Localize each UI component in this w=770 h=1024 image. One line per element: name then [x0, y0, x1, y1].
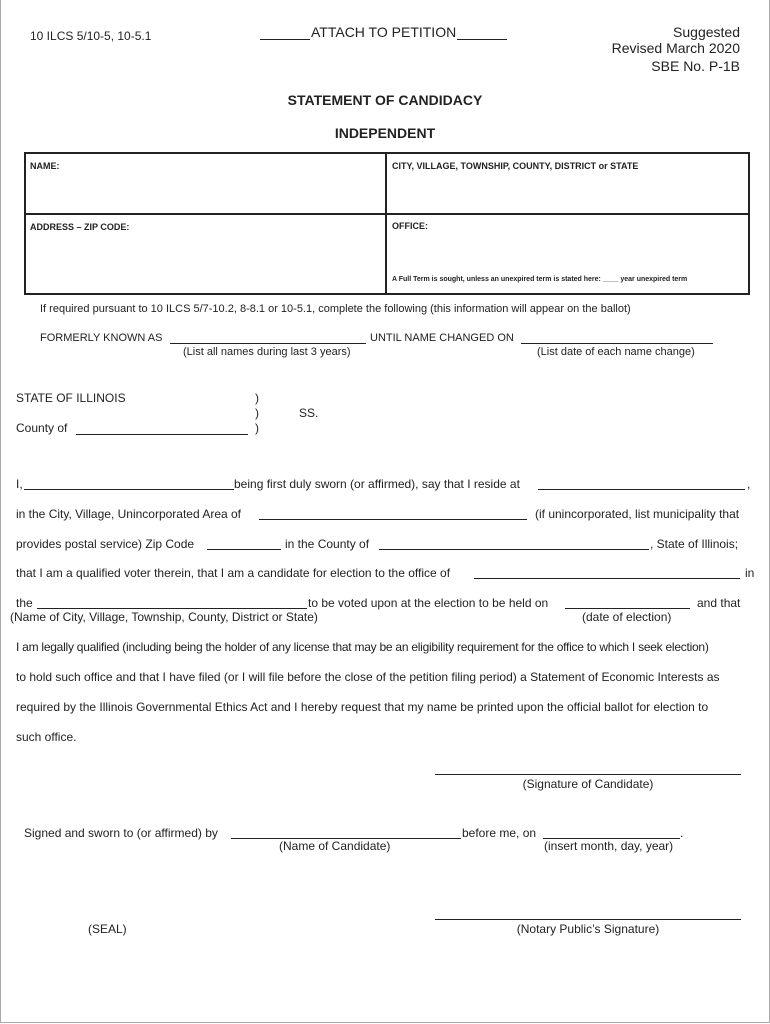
body-line-8: required by the Illinois Governmental Ethics Act and I hereby request that my name be printed upon the official ballot for election to [16, 700, 709, 714]
body-line-6: I am legally qualified (including being the holder of any license that may be an eligibility requirement for the office to which I seek election) [16, 640, 709, 654]
candidate-info-table [24, 152, 750, 295]
ss-label: SS. [299, 406, 319, 420]
full-term-note: A Full Term is sought, unless an unexpired term is stated here: ____ year unexpired term [392, 276, 688, 283]
body-line-7: to hold such office and that I have filed (or I will file before the close of the petition filing period) a Statement of Economic Interests as [16, 670, 720, 684]
body-comma: , [747, 477, 751, 491]
formerly-known-as-line [170, 343, 366, 344]
office-sought-line [474, 578, 740, 579]
attach-line-right [457, 39, 507, 40]
district-line [37, 608, 307, 609]
address-field-label: ADDRESS – ZIP CODE: [30, 222, 130, 232]
sworn-period: . [680, 826, 684, 840]
body-the-text: the [16, 596, 33, 610]
attach-to-petition: ATTACH TO PETITION [311, 24, 457, 40]
name-field-label: NAME: [30, 161, 60, 171]
city-field-label: CITY, VILLAGE, TOWNSHIP, COUNTY, DISTRICT or STATE [392, 161, 639, 171]
body-zip-text: provides postal service) Zip Code [16, 537, 195, 551]
body-line-9: such office. [16, 730, 77, 744]
before-me-text: before me, on [462, 826, 537, 840]
sbe-number: SBE No. P-1B [651, 58, 740, 74]
body-unincorporated-text: (if unincorporated, list municipality that [535, 507, 740, 521]
notary-signature-caption: (Notary Public’s Signature) [516, 922, 660, 936]
affiant-name-line [24, 489, 234, 490]
body-city-text: in the City, Village, Unincorporated Area of [16, 507, 242, 521]
body-election-text: to be voted upon at the election to be held on [308, 596, 549, 610]
until-name-changed-label: UNTIL NAME CHANGED ON [370, 332, 514, 344]
notary-signature-line [435, 919, 741, 920]
candidate-signature-caption: (Signature of Candidate) [522, 777, 654, 791]
list-dates-caption: (List date of each name change) [537, 346, 695, 358]
required-note: If required pursuant to 10 ILCS 5/7-10.2, 8-8.1 or 10-5.1, complete the following (this information will appear on the ballot) [40, 303, 631, 315]
city-line [259, 519, 527, 520]
election-date-caption: (date of election) [582, 610, 672, 624]
district-caption: (Name of City, Village, Township, County, District or State) [10, 610, 318, 624]
body-sworn-text: being first duly sworn (or affirmed), say that I reside at [234, 477, 520, 491]
venue-paren-1: ) [255, 391, 259, 405]
office-field-label: OFFICE: [392, 221, 428, 231]
suggested-label: Suggested [673, 24, 740, 40]
body-in-text: in [745, 566, 755, 580]
list-names-caption: (List all names during last 3 years) [183, 346, 351, 358]
body-i: I, [16, 477, 23, 491]
county-line [76, 434, 248, 435]
candidate-name-caption: (Name of Candidate) [279, 839, 391, 853]
zip-code-line [207, 549, 281, 550]
county-of-label: County of [16, 421, 68, 435]
name-change-date-line [521, 343, 713, 344]
insert-date-caption: (insert month, day, year) [544, 839, 674, 853]
statute-reference: 10 ILCS 5/10-5, 10-5.1 [30, 29, 152, 43]
county-of-residence-line [379, 549, 649, 550]
body-voter-text: that I am a qualified voter therein, that I am a candidate for election to the office of [16, 566, 451, 580]
body-county-text: in the County of [285, 537, 370, 551]
body-and-that-text: and that [697, 596, 741, 610]
table-horizontal-divider [24, 213, 750, 215]
election-date-line [565, 608, 690, 609]
attach-line-left [260, 39, 310, 40]
venue-paren-2: ) [255, 406, 259, 420]
candidate-signature-line [435, 774, 741, 775]
table-vertical-divider [385, 152, 387, 293]
body-state-text: , State of Illinois; [650, 537, 739, 551]
page-title: STATEMENT OF CANDIDACY [287, 92, 483, 108]
venue-paren-3: ) [255, 421, 259, 435]
residence-line [538, 489, 745, 490]
page-subtitle: INDEPENDENT [334, 125, 436, 141]
formerly-known-as-label: FORMERLY KNOWN AS [40, 332, 163, 344]
state-of-illinois: STATE OF ILLINOIS [16, 391, 126, 405]
revised-date: Revised March 2020 [611, 40, 740, 56]
signed-sworn-text: Signed and sworn to (or affirmed) by [24, 826, 218, 840]
seal-label: (SEAL) [88, 922, 127, 936]
